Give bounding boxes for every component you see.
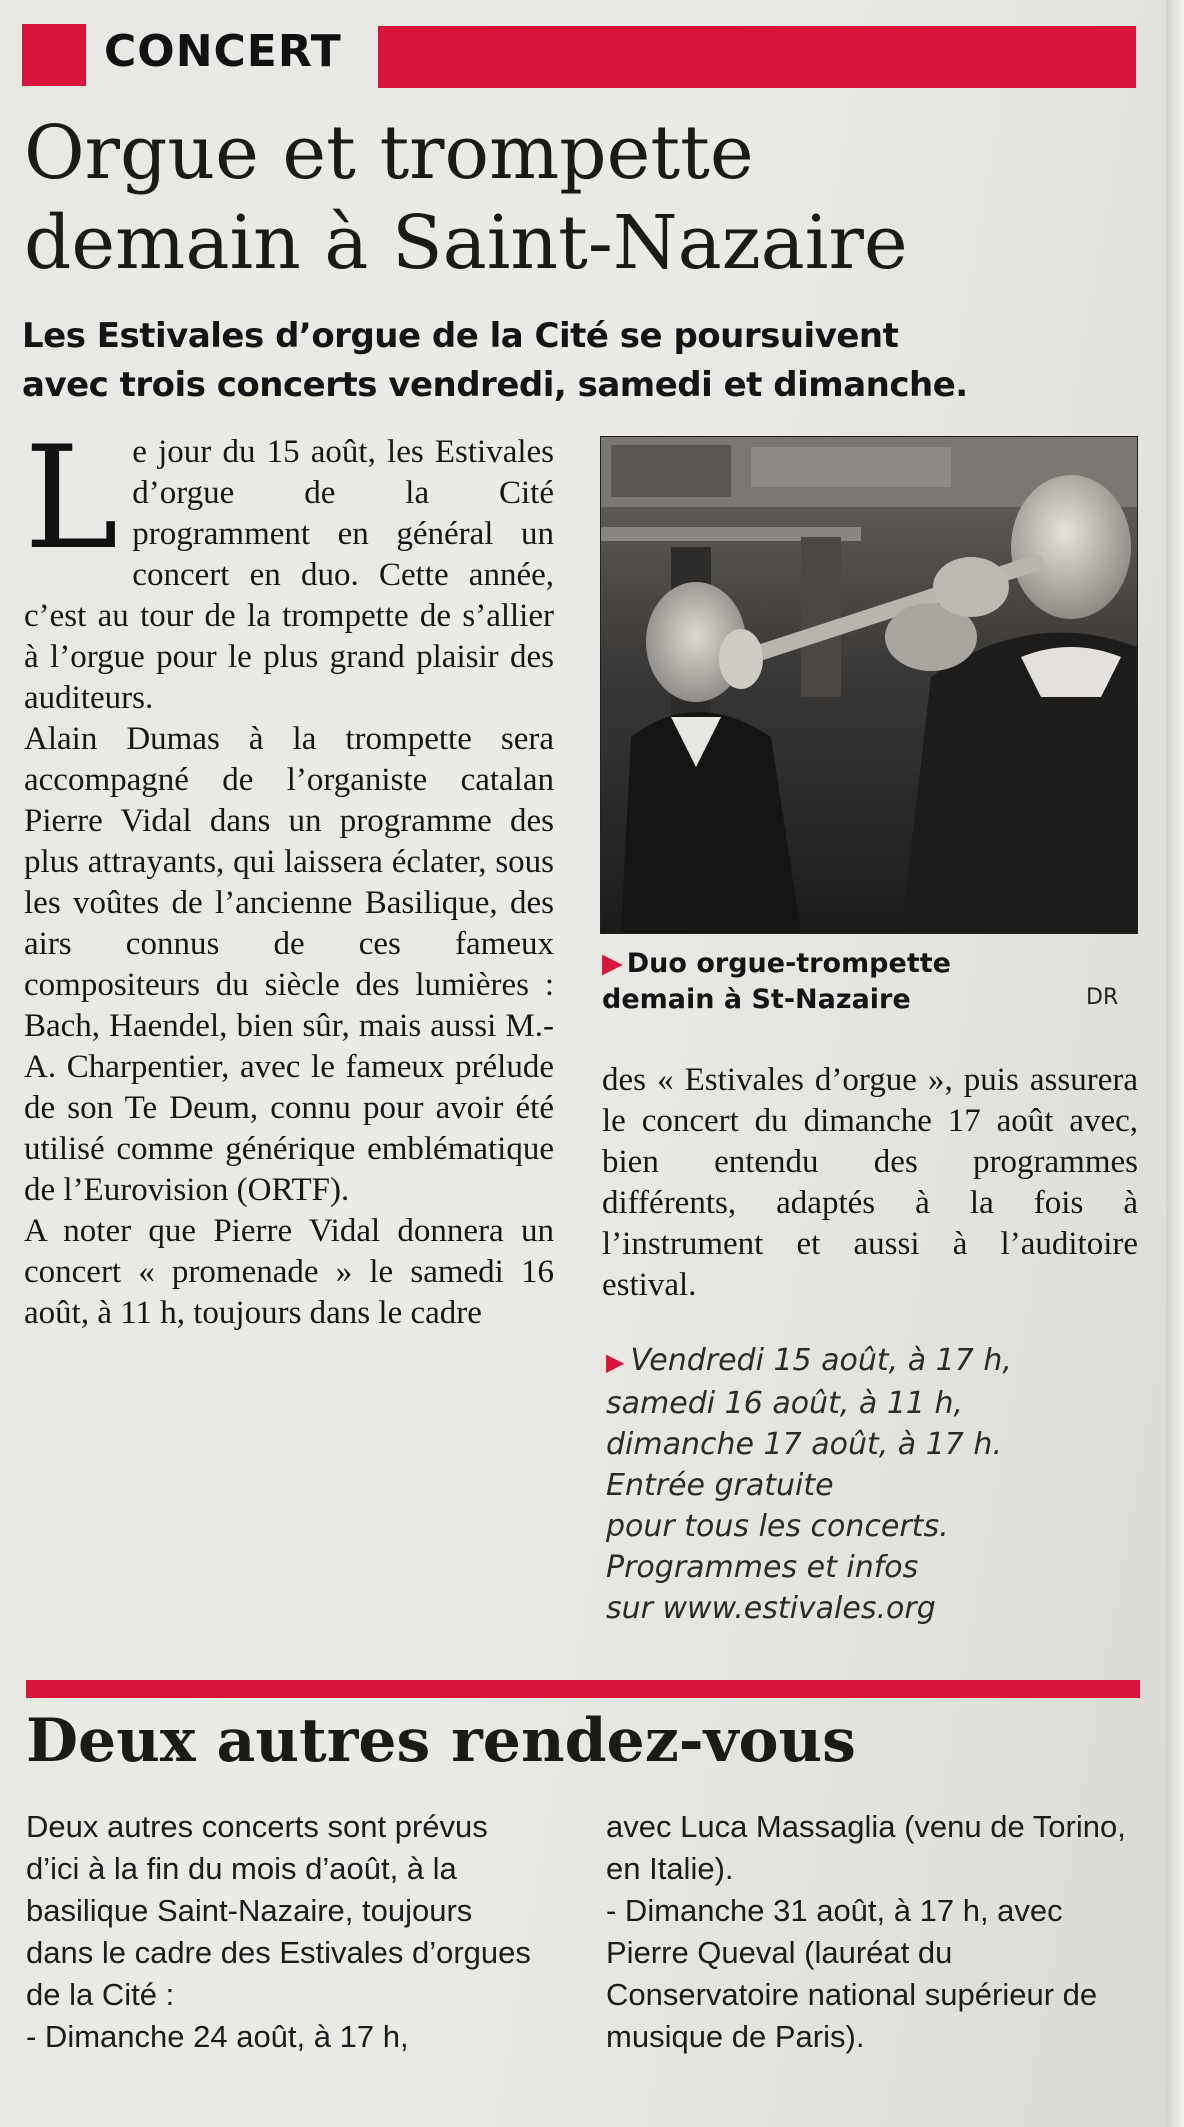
info-line-7: sur www.estivales.org (606, 1591, 936, 1626)
paragraph-continued: des « Estivales d’orgue », puis assurera le concert du dimanche 17 août avec, bien entendu des programmes différents, adaptés à la fois à l’instrument et aussi à l’auditoire estival. (602, 1062, 1138, 1303)
section2-item-1-continued: avec Luca Massaglia (venu de Torino, en Italie). (606, 1809, 1126, 1886)
caption-marker-icon: ▶ (602, 948, 623, 979)
section2-item-1: - Dimanche 24 août, à 17 h, (26, 2019, 409, 2054)
info-marker-icon: ▶ (606, 1348, 625, 1376)
info-line-6: Programmes et infos (606, 1550, 919, 1585)
kicker-block-left (22, 24, 86, 86)
section-title: Deux autres rendez-vous (26, 1706, 856, 1776)
drop-cap: L (24, 416, 119, 581)
paragraph-note: A noter que Pierre Vidal donnera un concert « promenade » le samedi 16 août, à 11 h, toujours dans le cadre (24, 1213, 554, 1331)
section-divider (26, 1680, 1140, 1698)
section2-column-left (26, 1806, 546, 2058)
section2-column-right (606, 1806, 1146, 2058)
headline-line-2: demain à Saint-Nazaire (24, 200, 908, 286)
info-line-1: Vendredi 15 août, à 17 h, (630, 1343, 1012, 1378)
headline (24, 108, 1144, 288)
caption-line-1: Duo orgue-trompette (626, 948, 951, 979)
article-column-left (24, 416, 554, 1334)
kicker-bar-right (378, 26, 1136, 88)
torn-edge (1166, 0, 1184, 2127)
info-line-3: dimanche 17 août, à 17 h. (606, 1427, 1002, 1462)
info-line (606, 1340, 1146, 1383)
kicker-label: CONCERT (104, 26, 342, 77)
info-line-2: samedi 16 août, à 11 h, (606, 1386, 964, 1421)
lede-line-1: Les Estivales d’orgue de la Cité se poursuivent (22, 316, 899, 356)
practical-info (606, 1340, 1146, 1629)
photo-credit: DR (1086, 985, 1119, 1010)
lede-line-2: avec trois concerts vendredi, samedi et dimanche. (22, 365, 968, 405)
paragraph-program: Alain Dumas à la trompette sera accompagné de l’organiste catalan Pierre Vidal dans un programme des plus attrayants, qui laissera éclater, sous les voûtes de l’ancienne Basilique, des airs connus de ces fameux compositeurs du siècle des lumières : Bach, Haendel, bien sûr, mais aussi M.-A. Charpentier, avec le fameux prélude de son Te Deum, connu pour avoir été utilisé comme générique emblématique de l’Eurovision (ORTF). (24, 721, 554, 1208)
article-column-right (602, 1060, 1138, 1306)
caption-line-2: demain à St-Nazaire (602, 984, 911, 1015)
paragraph-intro-text: e jour du 15 août, les Estivales d’orgue de la Cité programment en général un concert en duo. Cette année, c’est au tour de la trompette de s’allier à l’orgue pour le plus grand plaisir des auditeurs. (24, 434, 554, 716)
info-line-5: pour tous les concerts. (606, 1509, 949, 1544)
info-line-4: Entrée gratuite (606, 1468, 834, 1503)
headline-line-1: Orgue et trompette (24, 110, 754, 196)
paragraph-intro (24, 416, 554, 719)
concert-photo (600, 436, 1138, 934)
photo-caption (602, 946, 1136, 1018)
section2-item-2: - Dimanche 31 août, à 17 h, avec Pierre Queval (lauréat du Conservatoire national supérieur de musique de Paris). (606, 1893, 1098, 2054)
section2-intro: Deux autres concerts sont prévus d’ici à la fin du mois d’août, à la basilique Saint-Nazaire, toujours dans le cadre des Estivales d’orgues de la Cité : (26, 1809, 531, 2012)
lede (22, 312, 1142, 410)
